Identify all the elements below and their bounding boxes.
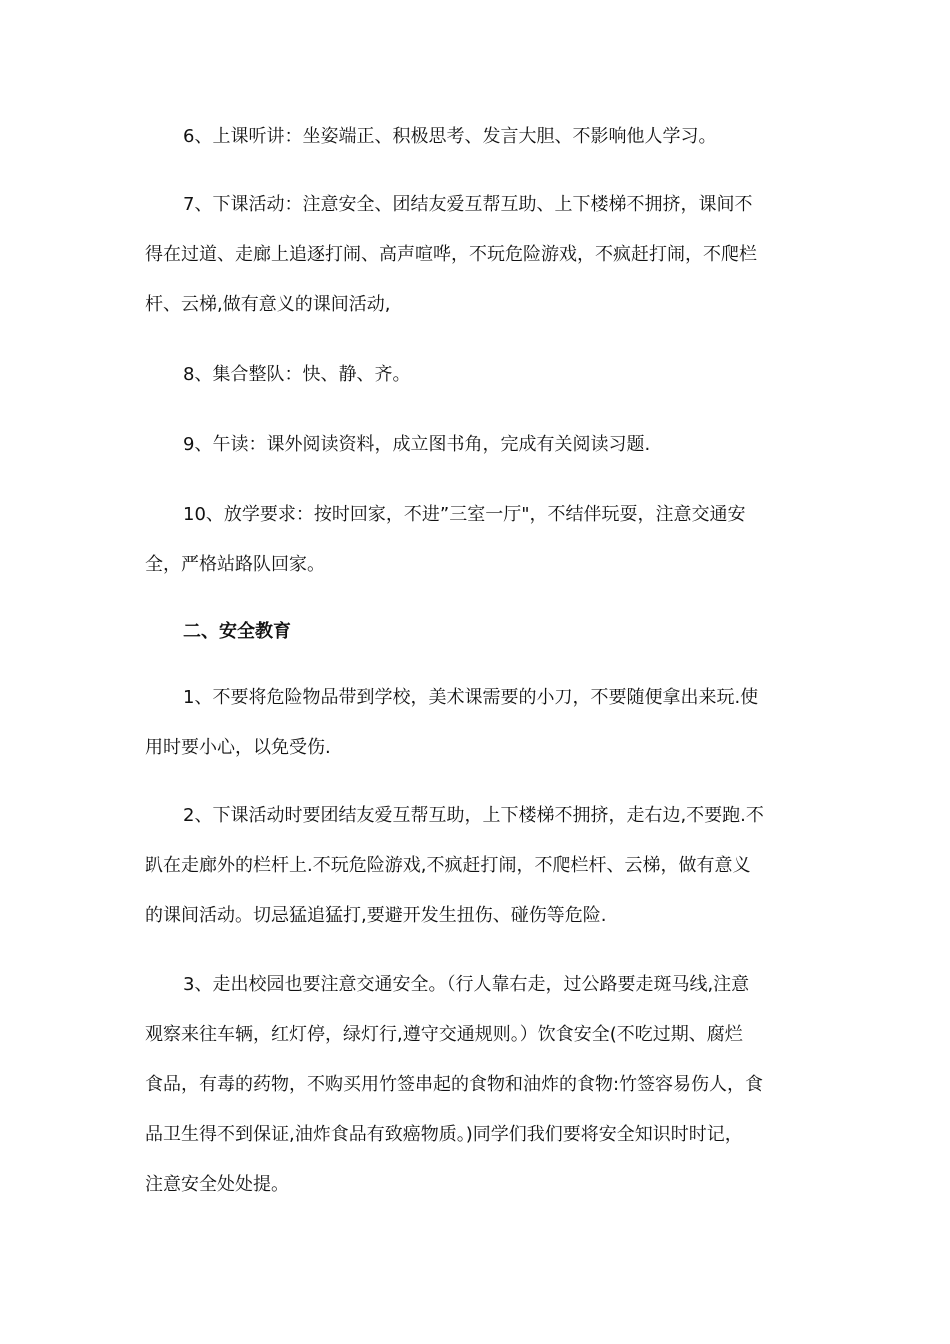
paragraph-line: 全，严格站路队回家。 <box>145 554 325 575</box>
paragraph-line: 9、午读：课外阅读资料，成立图书角，完成有关阅读习题. <box>183 434 651 455</box>
paragraph-rule-8 <box>145 350 805 400</box>
paragraph-rule-7 <box>145 180 805 330</box>
paragraph-line: 品卫生得不到保证,油炸食品有致癌物质。)同学们我们要将安全知识时时记， <box>145 1124 743 1145</box>
paragraph-line: 8、集合整队：快、静、齐。 <box>183 364 411 385</box>
paragraph-line: 杆、云梯,做有意义的课间活动, <box>145 294 391 315</box>
paragraph-line: 观察来往车辆，红灯停，绿灯行,遵守交通规则。）饮食安全(不吃过期、腐烂 <box>145 1024 743 1045</box>
paragraph-safety-1 <box>145 673 805 773</box>
paragraph-line: 趴在走廊外的栏杆上.不玩危险游戏,不疯赶打闹，不爬栏杆、云梯，做有意义 <box>145 855 751 876</box>
paragraph-line: 6、上课听讲：坐姿端正、积极思考、发言大胆、不影响他人学习。 <box>183 126 717 147</box>
paragraph-line: 用时要小心，以免受伤. <box>145 737 331 758</box>
paragraph-line: 得在过道、走廊上追逐打闹、高声喧哗，不玩危险游戏，不疯赶打闹，不爬栏 <box>145 244 757 265</box>
paragraph-line: 的课间活动。切忌猛追猛打,要避开发生扭伤、碰伤等危险. <box>145 905 607 926</box>
paragraph-rule-10 <box>145 490 805 590</box>
paragraph-line: 7、下课活动：注意安全、团结友爱互帮互助、上下楼梯不拥挤，课间不 <box>183 194 753 215</box>
section-heading-safety: 二、安全教育 <box>183 621 291 642</box>
paragraph-line: 2、下课活动时要团结友爱互帮互助，上下楼梯不拥挤，走右边,不要跑.不 <box>183 805 764 826</box>
paragraph-safety-2 <box>145 791 805 941</box>
paragraph-line: 食品，有毒的药物，不购买用竹签串起的食物和油炸的食物:竹签容易伤人，食 <box>145 1074 764 1095</box>
paragraph-rule-9 <box>145 420 805 470</box>
paragraph-line: 1、不要将危险物品带到学校，美术课需要的小刀，不要随便拿出来玩.使 <box>183 687 759 708</box>
paragraph-rule-6 <box>145 112 805 162</box>
paragraph-line: 3、走出校园也要注意交通安全。（行人靠右走，过公路要走斑马线,注意 <box>183 974 750 995</box>
paragraph-line: 注意安全处处提。 <box>145 1174 289 1195</box>
paragraph-line: 10、放学要求：按时回家，不进”三室一厅"，不结伴玩耍，注意交通安 <box>183 504 746 525</box>
paragraph-safety-3 <box>145 960 805 1210</box>
